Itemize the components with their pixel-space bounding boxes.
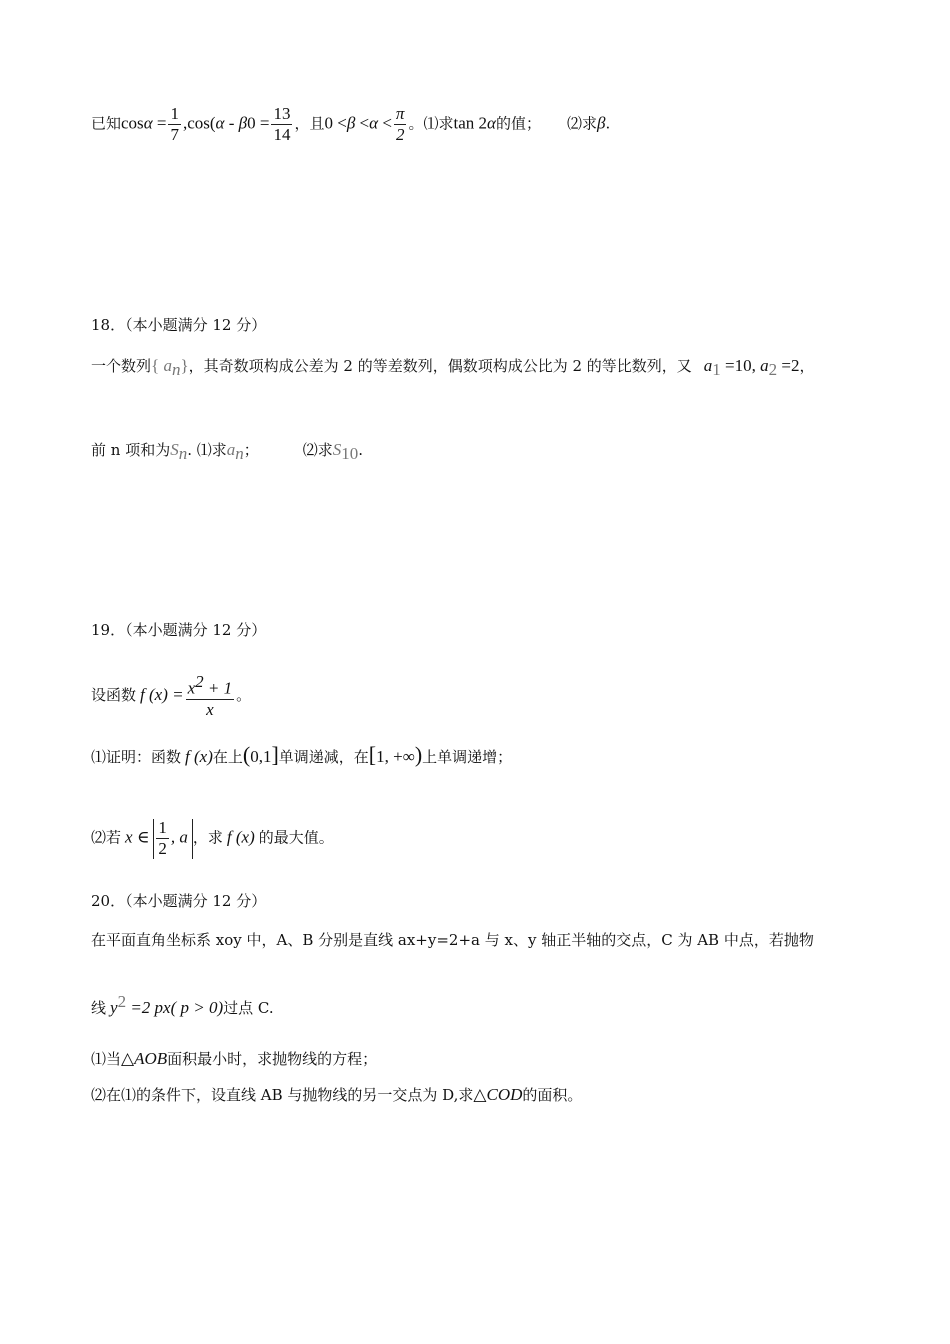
q20-part-2: ⑵在⑴的条件下，设直线 AB 与抛物线的另一交点为 D,求△COD的面积。 bbox=[91, 1085, 583, 1104]
q18-s10: S bbox=[332, 440, 342, 459]
q17-tan: tan 2 bbox=[453, 113, 487, 133]
q20-header: 20．（本小题满分 12 分） bbox=[91, 892, 267, 910]
q20-line-2: 线 $y^2 =2$ px( p > 0)过点 C. bbox=[91, 992, 274, 1017]
q19-frac-1-2: $\frac{1}{2}$ bbox=[158, 818, 167, 858]
q19-part-1: ⑴证明：函数 f (x)在上(0,1]单调递减，在[1, +∞)上单调递增； bbox=[91, 742, 513, 767]
q20-y: y bbox=[110, 998, 118, 1017]
q17-beta: β bbox=[238, 113, 248, 133]
q17-eq: = bbox=[152, 113, 167, 133]
q17-cos: cos bbox=[121, 113, 144, 133]
q17-beta-2: β bbox=[346, 113, 356, 133]
q18-line-1: 一个数列{ $a_n$}，其奇数项构成公差为 2 的等差数列，偶数项构成公比为 2 的等比数列，又 $a_1 =10$, $a_2 =2$， bbox=[91, 356, 815, 379]
q19-header: 19．（本小题满分 12 分） bbox=[91, 621, 267, 639]
q17-text-4: 的值； bbox=[495, 114, 541, 133]
q17-text-3: 。⑴求 bbox=[408, 114, 454, 133]
q19-p2-f-x: f (x) bbox=[226, 827, 255, 847]
q19-bracket-left bbox=[153, 819, 154, 859]
q18-line-2: 前 n 项和为$S_n$. ⑴求$a_n$； ⑵求$S_{10}$. bbox=[91, 440, 364, 463]
q19-part-2: ⑵若 x ∈ $\frac{1}{2}$ , a ，求 f (x) 的最大值。 bbox=[91, 818, 334, 858]
q17-zero-eq: 0 = bbox=[247, 113, 270, 133]
q17-cos2: ,cos( bbox=[182, 113, 216, 133]
q20-equation: =2 px( p > 0) bbox=[126, 998, 224, 1017]
q17-beta-3: β bbox=[596, 113, 606, 133]
q19-x: x bbox=[125, 827, 133, 847]
q18-header: 18．（本小题满分 12 分） bbox=[91, 316, 267, 334]
q17-alpha-4: α bbox=[487, 113, 496, 133]
q18-a1: a bbox=[703, 356, 713, 375]
q19-interval-1: 0,1 bbox=[250, 747, 272, 766]
q18-a-n: a bbox=[163, 356, 172, 375]
q18-a-n-2: a bbox=[226, 440, 236, 459]
q20-line-1: 在平面直角坐标系 xoy 中，A、B 分别是直线 ax+y=2+a 与 x、y 轴正半轴的交点，C 为 AB 中点，若抛物 bbox=[91, 931, 814, 949]
q17-text-5: ⑵求 bbox=[566, 114, 597, 133]
q17-alpha: α bbox=[143, 113, 153, 133]
q19-interval-2: 1, +∞ bbox=[376, 747, 415, 766]
q17-frac-1-7: $\frac{1}{7}$ bbox=[170, 104, 179, 144]
q20-triangle-aob: △AOB bbox=[121, 1049, 168, 1068]
q18-s-n: S bbox=[170, 440, 179, 459]
q19-line-1: 设函数 f (x) = $\frac{x^2 + 1}{x}$ 。 bbox=[91, 672, 252, 719]
q17-alpha-3: α bbox=[369, 113, 379, 133]
q17-line: 已知cosα = $\frac{1}{7}$ ,cos(α - β0 = $\frac{13}{14}$ ，且0 <β <α < $\frac{\pi}{2}$ 。⑴求tan 2α的值； ⑵求β. bbox=[91, 104, 611, 144]
q20-part-1: ⑴当△AOB面积最小时，求抛物线的方程； bbox=[91, 1049, 378, 1068]
q17-frac-13-14: $\frac{13}{14}$ bbox=[273, 104, 291, 144]
q19-p1-f-x: f (x) bbox=[185, 747, 213, 766]
q20-triangle-cod: △COD bbox=[473, 1085, 523, 1104]
q18-a2: a bbox=[760, 356, 769, 375]
q17-frac-pi-2: $\frac{\pi}{2}$ bbox=[395, 104, 405, 144]
q19-fraction: $\frac{x^2 + 1}{x}$ bbox=[187, 672, 233, 719]
q17-alpha-2: α bbox=[215, 113, 225, 133]
q17-minus: - bbox=[224, 113, 239, 133]
q17-text-2: ，且 bbox=[294, 114, 325, 133]
q17-ineq: 0 < bbox=[324, 113, 347, 133]
q17-text: 已知 bbox=[91, 114, 122, 133]
q19-f-x: f (x) = bbox=[140, 684, 184, 704]
